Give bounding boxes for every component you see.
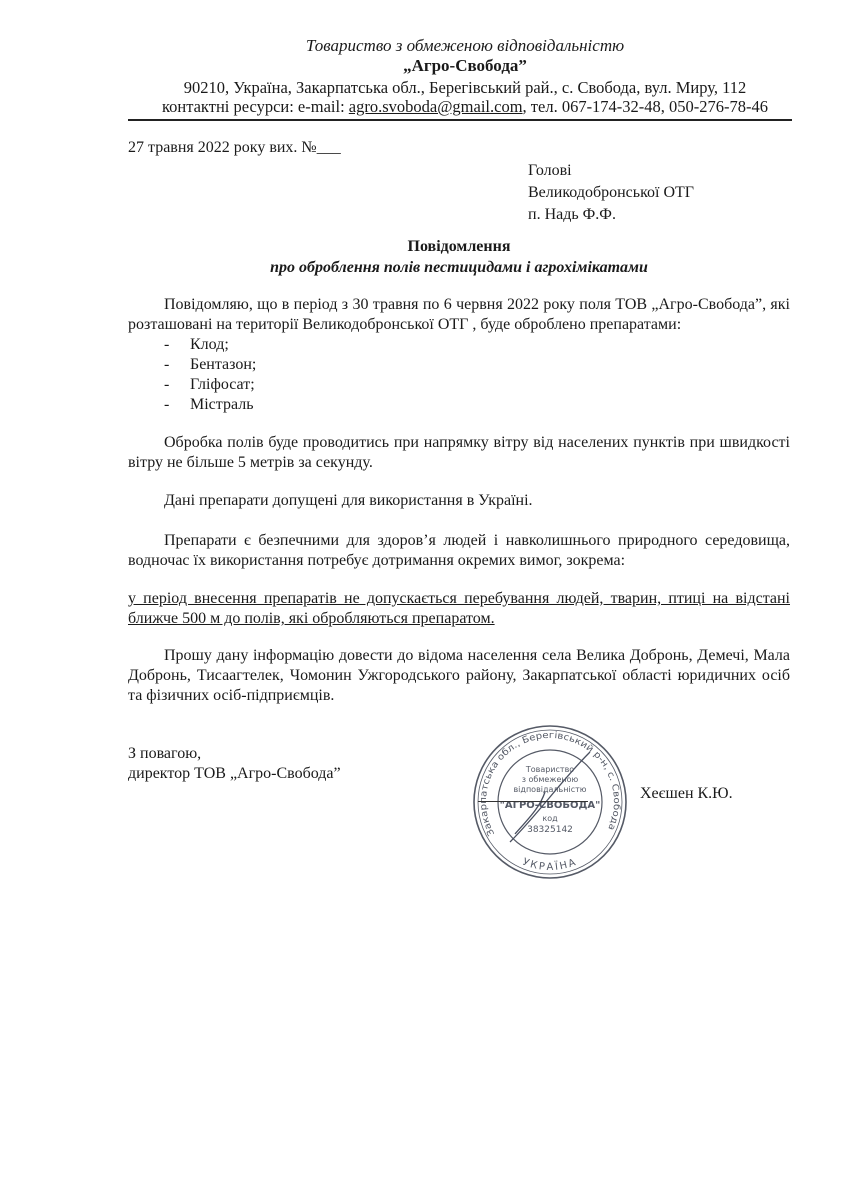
signature-line	[478, 801, 588, 802]
phones: , тел. 067-174-32-48, 050-276-78-46	[522, 97, 769, 116]
paragraph-3: Дані препарати допущені для використання в Україні.	[164, 492, 533, 509]
regards: З повагою,	[128, 745, 202, 762]
doc-title: Повідомлення	[407, 238, 511, 255]
product-list	[128, 335, 790, 415]
company-name: „Агро-Свобода”	[403, 56, 527, 75]
stamp-country-text: УКРАЇНА	[520, 856, 580, 874]
header-rule	[128, 119, 792, 121]
addressee-line: Великодобронської ОТГ	[528, 184, 695, 201]
list-item: - Гліфосат;	[128, 375, 790, 395]
contacts-label: контактні ресурси: e-mail:	[161, 97, 349, 116]
addressee	[528, 160, 694, 226]
paragraph-6: Прошу дану інформацію довести до відома населення села Велика Добронь, Демечі, Мала Добронь, Тисаагтелек, Чомонин Ужгородського району, Закарпатської області юридичних осіб та фізичних осіб-підприємців.	[128, 647, 790, 704]
paragraph-5: у період внесення препаратів не допускається перебування людей, тварин, птиці на відстані ближче 500 м до полів, які обробляються препаратом.	[128, 590, 790, 627]
company-address: 90210, Україна, Закарпатська обл., Берегівський рай., с. Свобода, вул. Миру, 112	[183, 78, 747, 97]
stamp-inner-line: відповідальністю	[513, 785, 587, 794]
stamp-company-name: "АГРО-СВОБОДА"	[499, 800, 601, 811]
stamp-code: 38325142	[527, 825, 573, 835]
stamp-outer-text: Закарпатська обл., Берегівський р-н, с. Свобода	[478, 730, 622, 838]
list-item: - Клод;	[128, 335, 790, 355]
letter-body	[128, 295, 790, 784]
addressee-line: п. Надь Ф.Ф.	[528, 206, 616, 223]
company-contacts	[120, 97, 810, 117]
doc-subtitle: про оброблення полів пестицидами і агрохімікатами	[270, 259, 648, 276]
paragraph-2: Обробка полів буде проводитись при напрямку вітру від населених пунктів при швидкості вітру не більше 5 метрів за секунду.	[128, 434, 790, 471]
stamp-inner-line: Товариство	[525, 765, 575, 774]
paragraph-1: Повідомляю, що в період з 30 травня по 6 червня 2022 року поля ТОВ „Агро-Свобода”, які розташовані на території Великодобронської ОТГ , буде оброблено препаратами:	[128, 296, 790, 333]
email-link[interactable]: agro.svoboda@gmail.com	[348, 97, 523, 116]
stamp-inner-line: з обмеженою	[521, 775, 579, 784]
signer-name: Хеєшен К.Ю.	[640, 785, 733, 802]
stamp-code-label: код	[542, 814, 558, 823]
list-item: - Містраль	[128, 395, 790, 415]
company-stamp	[470, 722, 630, 882]
company-type: Товариство з обмеженою відповідальністю	[305, 36, 625, 55]
date-line: 27 травня 2022 року вих. №___	[128, 139, 341, 156]
paragraph-4: Препарати є безпечними для здоров’я людей і навколишнього природного середовища, водночас їх використання потребує дотримання окремих вимог, зокрема:	[128, 532, 790, 569]
addressee-line: Голові	[528, 162, 572, 179]
list-item: - Бентазон;	[128, 355, 790, 375]
signer-position: директор ТОВ „Агро-Свобода”	[128, 765, 341, 782]
